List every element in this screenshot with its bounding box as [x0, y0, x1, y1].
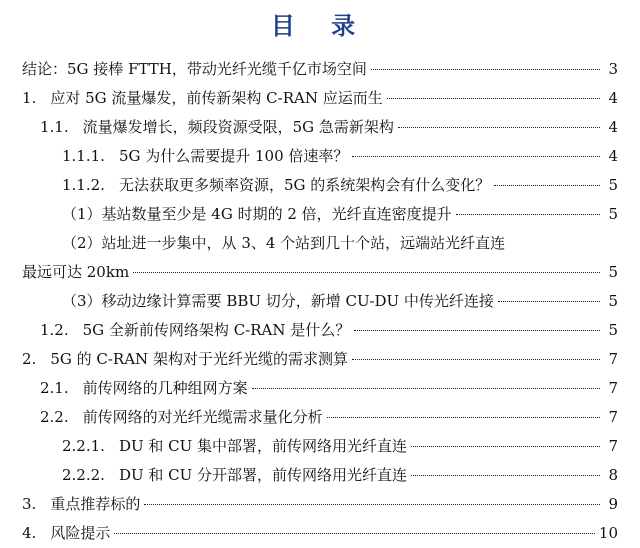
toc-entry-text: 5G 的 C-RAN 架构对于光纤光缆的需求测算 — [50, 350, 348, 368]
toc-entry[interactable] — [0, 345, 640, 374]
toc-entry[interactable] — [0, 461, 640, 490]
toc-entry-text: 风险提示 — [50, 524, 111, 542]
toc-entry-number: 1.2. — [40, 321, 69, 339]
toc-entry-text: （2）站址进一步集中，从 3、4 个站到几十个站，远端站光纤直连 — [62, 234, 506, 252]
toc-entry-number: 1.1.1. — [62, 147, 105, 165]
toc-entry-text: 结论：5G 接棒 FTTH，带动光纤光缆千亿市场空间 — [22, 60, 367, 78]
toc-entry-page: 8 — [608, 466, 618, 484]
toc-entry-text: 5G 全新前传网络架构 C-RAN 是什么？ — [82, 321, 351, 339]
toc-entry[interactable] — [0, 171, 640, 200]
toc-entry[interactable] — [0, 316, 640, 345]
toc-entry-page: 7 — [608, 350, 618, 368]
dot-leader — [498, 301, 600, 302]
dot-leader — [352, 156, 600, 157]
dot-leader — [354, 330, 600, 331]
toc-entry[interactable] — [0, 374, 640, 403]
toc-entry-number: 2.1. — [40, 379, 69, 397]
toc-entry-page: 4 — [608, 118, 618, 136]
toc-entry[interactable] — [0, 490, 640, 519]
dot-leader — [494, 185, 600, 186]
table-of-contents — [0, 55, 640, 548]
dot-leader — [411, 446, 600, 447]
dot-leader — [387, 98, 600, 99]
toc-entry-page: 5 — [608, 205, 618, 223]
toc-entry-number: 1.1. — [40, 118, 69, 136]
dot-leader — [114, 533, 595, 534]
dot-leader — [371, 69, 600, 70]
dot-leader — [398, 127, 600, 128]
toc-entry[interactable] — [0, 403, 640, 432]
toc-entry-text: 流量爆发增长，频段资源受限，5G 急需新架构 — [82, 118, 394, 136]
toc-entry-page: 10 — [598, 524, 618, 542]
toc-entry-page: 7 — [608, 437, 618, 455]
toc-entry-page: 7 — [608, 408, 618, 426]
toc-entry-text: 5G 为什么需要提升 100 倍速率？ — [118, 147, 349, 165]
toc-entry-page: 5 — [608, 292, 618, 310]
dot-leader — [352, 359, 600, 360]
toc-entry-page: 4 — [608, 89, 618, 107]
toc-entry-number: 1.1.2. — [62, 176, 105, 194]
toc-entry-number: 2. — [22, 350, 37, 368]
toc-entry[interactable] — [0, 113, 640, 142]
dot-leader — [327, 417, 600, 418]
dot-leader — [456, 214, 600, 215]
toc-entry-number: 2.2.2. — [62, 466, 105, 484]
dot-leader — [133, 272, 600, 273]
toc-entry-number: 3. — [22, 495, 37, 513]
toc-entry-number: 2.2.1. — [62, 437, 105, 455]
toc-entry-text: DU 和 CU 集中部署，前传网络用光纤直连 — [118, 437, 408, 455]
toc-entry-page: 9 — [608, 495, 618, 513]
toc-entry[interactable] — [0, 287, 640, 316]
toc-entry[interactable] — [0, 55, 640, 84]
dot-leader — [252, 388, 600, 389]
toc-entry-text: （3）移动边缘计算需要 BBU 切分，新增 CU-DU 中传光纤连接 — [62, 292, 494, 310]
toc-entry-number: 2.2. — [40, 408, 69, 426]
toc-entry[interactable] — [0, 200, 640, 229]
toc-entry-text: 无法获取更多频率资源，5G 的系统架构会有什么变化？ — [118, 176, 491, 194]
toc-entry-text: DU 和 CU 分开部署，前传网络用光纤直连 — [118, 466, 408, 484]
toc-entry-page: 5 — [608, 263, 618, 281]
toc-entry-text: 重点推荐标的 — [50, 495, 141, 513]
toc-entry-page: 5 — [608, 321, 618, 339]
toc-entry-page: 3 — [608, 60, 618, 78]
toc-entry-page: 4 — [608, 147, 618, 165]
toc-entry-text: 前传网络的几种组网方案 — [82, 379, 248, 397]
toc-entry-text: 应对 5G 流量爆发，前传新架构 C-RAN 应运而生 — [50, 89, 383, 107]
toc-entry-text: 最远可达 20km — [22, 263, 130, 281]
dot-leader — [144, 504, 600, 505]
toc-entry[interactable] — [0, 142, 640, 171]
toc-entry[interactable] — [0, 84, 640, 113]
toc-entry-number: 4. — [22, 524, 37, 542]
toc-entry-continuation[interactable] — [0, 258, 640, 287]
toc-entry-page: 5 — [608, 176, 618, 194]
dot-leader — [411, 475, 600, 476]
toc-title: 目 录 — [270, 12, 370, 40]
toc-entry-text: 前传网络的对光纤光缆需求量化分析 — [82, 408, 323, 426]
toc-entry-number: 1. — [22, 89, 37, 107]
toc-entry-text: （1）基站数量至少是 4G 时期的 2 倍，光纤直连密度提升 — [62, 205, 452, 223]
toc-entry-page: 7 — [608, 379, 618, 397]
toc-entry[interactable] — [0, 432, 640, 461]
toc-entry[interactable] — [0, 229, 640, 258]
